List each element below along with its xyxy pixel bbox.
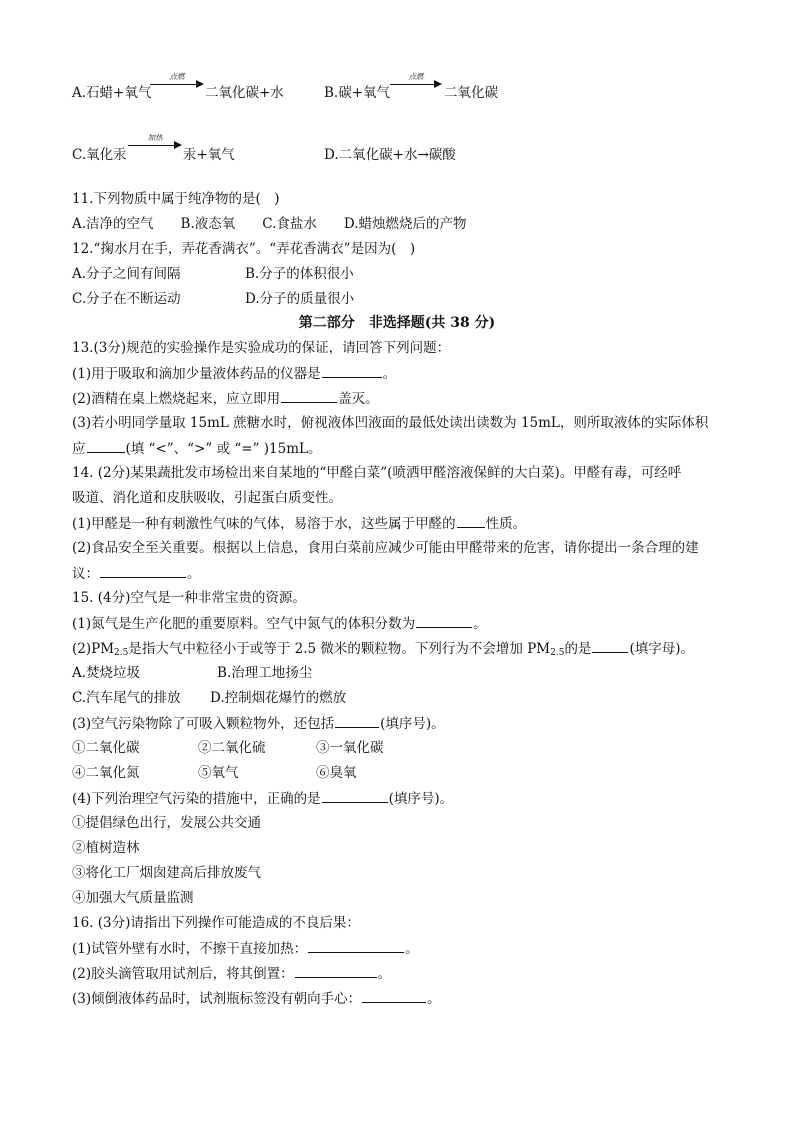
q15-item-3: ③一氧化碳 bbox=[316, 740, 384, 756]
q15-sub1-end: 。 bbox=[473, 616, 487, 632]
reaction-condition-b: 点燃 bbox=[408, 72, 424, 81]
q16-sub3 bbox=[72, 989, 441, 1008]
q16-sub2 bbox=[72, 964, 391, 983]
q15-item-1: ①二氧化碳 bbox=[72, 740, 140, 756]
q15-sub4-text: (4)下列治理空气污染的措施中，正确的是 bbox=[72, 791, 321, 807]
q14-sub2-line1: (2)食品安全至关重要。根据以上信息，食用白菜前应减少可能由甲醛带来的危害，请你提出一条合理的建 bbox=[72, 540, 699, 556]
q13-sub2-text: (2)酒精在桌上燃烧起来，应立即用 bbox=[72, 391, 281, 407]
q10-option-a-right: 二氧化碳+水 bbox=[205, 85, 284, 101]
q12-option-b: B.分子的体积很小 bbox=[245, 266, 354, 282]
answer-blank[interactable] bbox=[322, 789, 388, 803]
q15-sub1 bbox=[72, 614, 487, 633]
q15-item-5: ⑤氧气 bbox=[198, 765, 239, 781]
answer-blank[interactable] bbox=[295, 964, 377, 978]
q16-sub1-end: 。 bbox=[405, 941, 419, 957]
q16-sub3-text: (3)倾倒液体药品时，试剂瓶标签没有朝向手心： bbox=[72, 991, 362, 1007]
q14-sub2-end: 。 bbox=[187, 566, 201, 582]
q10-option-b-left: B.碳+氧气 bbox=[324, 85, 391, 101]
q13-stem: 13.(3分)规范的实验操作是实验成功的保证，请回答下列问题： bbox=[72, 340, 451, 356]
q15-stem: 15. (4分)空气是一种非常宝贵的资源。 bbox=[72, 590, 306, 606]
q14-sub2-line2 bbox=[72, 564, 201, 583]
q12-option-c: C.分子在不断运动 bbox=[72, 291, 181, 307]
q11-stem: 11.下列物质中属于纯净物的是( ) bbox=[72, 191, 280, 207]
answer-blank[interactable] bbox=[592, 639, 628, 653]
q16-sub1 bbox=[72, 939, 419, 958]
q13-sub3-end: (填 “<”、“>” 或 “=” )15mL。 bbox=[125, 441, 322, 457]
q15-sub2-text-3: 的是 bbox=[564, 641, 592, 657]
q15-measure-4: ④加强大气质量监测 bbox=[72, 890, 194, 906]
q10-option-a-left: A.石蜡+氧气 bbox=[72, 85, 152, 101]
q16-sub1-text: (1)试管外壁有水时，不擦干直接加热： bbox=[72, 941, 308, 957]
q15-option-a: A.焚烧垃圾 bbox=[72, 665, 141, 681]
q15-sub3-end: (填序号)。 bbox=[380, 716, 445, 732]
q15-sub4-end: (填序号)。 bbox=[388, 791, 454, 807]
q15-sub4 bbox=[72, 789, 453, 808]
q15-item-4: ④二氧化氮 bbox=[72, 765, 140, 781]
q14-sub2-text: 议： bbox=[72, 566, 99, 582]
q15-item-6: ⑥臭氧 bbox=[316, 765, 357, 781]
q15-measure-3: ③将化工厂烟囱建高后排放废气 bbox=[72, 865, 261, 881]
answer-blank[interactable] bbox=[416, 614, 472, 628]
q13-sub1-text: (1)用于吸取和滴加少量液体药品的仪器是 bbox=[72, 366, 321, 382]
q13-sub2 bbox=[72, 389, 379, 408]
q10-option-d: D.二氧化碳+水→碳酸 bbox=[324, 147, 456, 163]
q15-option-d: D.控制烟花爆竹的燃放 bbox=[210, 690, 347, 706]
q13-sub3-line1: (3)若小明同学量取 15mL 蔗糖水时，俯视液体凹液面的最低处读出读数为 15mL，则所取液体的实际体积 bbox=[72, 415, 709, 431]
q14-sub1-text: (1)甲醛是一种有刺激性气味的气体，易溶于水，这些属于甲醛的 bbox=[72, 516, 456, 532]
q10-option-c-right: 汞+氧气 bbox=[183, 147, 235, 163]
reaction-arrow-a bbox=[150, 72, 204, 94]
reaction-condition-a: 点燃 bbox=[169, 72, 185, 81]
q16-stem: 16. (3分)请指出下列操作可能造成的不良后果： bbox=[72, 915, 360, 931]
q14-sub1 bbox=[72, 514, 526, 533]
q15-item-2: ②二氧化硫 bbox=[198, 740, 266, 756]
q15-option-b: B.治理工地扬尘 bbox=[217, 665, 313, 681]
q15-sub2-text-2: 是指大气中粒径小于或等于 2.5 微米的颗粒物。下列行为不会增加 PM bbox=[128, 641, 551, 657]
q10-option-b-right: 二氧化碳 bbox=[444, 85, 498, 101]
q15-sub2-text: (2)PM bbox=[72, 641, 115, 657]
answer-blank[interactable] bbox=[335, 714, 379, 728]
q16-sub2-end: 。 bbox=[377, 966, 392, 982]
q15-measure-1: ①提倡绿色出行，发展公共交通 bbox=[72, 815, 261, 831]
answer-blank[interactable] bbox=[308, 939, 404, 953]
q13-sub1 bbox=[72, 364, 396, 383]
q11-options: A.洁净的空气 B.液态氧 C.食盐水 D.蜡烛燃烧后的产物 bbox=[72, 216, 467, 232]
q16-sub2-text: (2)胶头滴管取用试剂后，将其倒置： bbox=[72, 966, 294, 982]
q12-stem: 12.“掬水月在手，弄花香满衣”。“弄花香满衣”是因为( ) bbox=[72, 241, 416, 257]
pm-subscript: 2.5 bbox=[114, 648, 129, 658]
q13-sub2-end: 盖灭。 bbox=[338, 391, 379, 407]
q15-sub3-text: (3)空气污染物除了可吸入颗粒物外，还包括 bbox=[72, 716, 335, 732]
q15-option-c: C.汽车尾气的排放 bbox=[72, 690, 181, 706]
answer-blank[interactable] bbox=[100, 564, 186, 578]
q15-sub2 bbox=[72, 639, 694, 662]
q16-sub3-end: 。 bbox=[427, 991, 441, 1007]
part2-heading: 第二部分 非选择题(共 38 分) bbox=[298, 315, 496, 331]
q14-line2: 吸道、消化道和皮肤吸收，引起蛋白质变性。 bbox=[72, 490, 342, 506]
q14-sub1-end: 性质。 bbox=[485, 516, 527, 532]
answer-blank[interactable] bbox=[281, 389, 337, 403]
answer-blank[interactable] bbox=[362, 989, 426, 1003]
q10-option-c-left: C.氧化汞 bbox=[72, 147, 127, 163]
q13-sub1-end: 。 bbox=[382, 366, 397, 382]
pm-subscript: 2.5 bbox=[550, 648, 565, 658]
reaction-arrow-c bbox=[128, 133, 182, 155]
q13-sub3-line2 bbox=[72, 439, 322, 458]
q15-sub1-text: (1)氮气是生产化肥的重要原料。空气中氮气的体积分数为 bbox=[72, 616, 416, 632]
q14-line1: 14. (2分)某果蔬批发市场检出来自某地的“甲醛白菜”(喷洒甲醛溶液保鲜的大白菜)。甲醛有毒，可经呼 bbox=[72, 465, 682, 481]
q12-option-a: A.分子之间有间隔 bbox=[72, 266, 181, 282]
q13-sub3-text: 应 bbox=[72, 441, 86, 457]
answer-blank[interactable] bbox=[457, 514, 485, 528]
q15-sub3 bbox=[72, 714, 445, 733]
q15-sub2-end: (填字母)。 bbox=[629, 641, 694, 657]
reaction-arrow-b bbox=[390, 72, 442, 94]
q12-option-d: D.分子的质量很小 bbox=[245, 291, 355, 307]
answer-blank[interactable] bbox=[322, 364, 382, 378]
q15-measure-2: ②植树造林 bbox=[72, 840, 140, 856]
answer-blank[interactable] bbox=[87, 439, 125, 453]
reaction-condition-c: 加热 bbox=[147, 133, 163, 142]
